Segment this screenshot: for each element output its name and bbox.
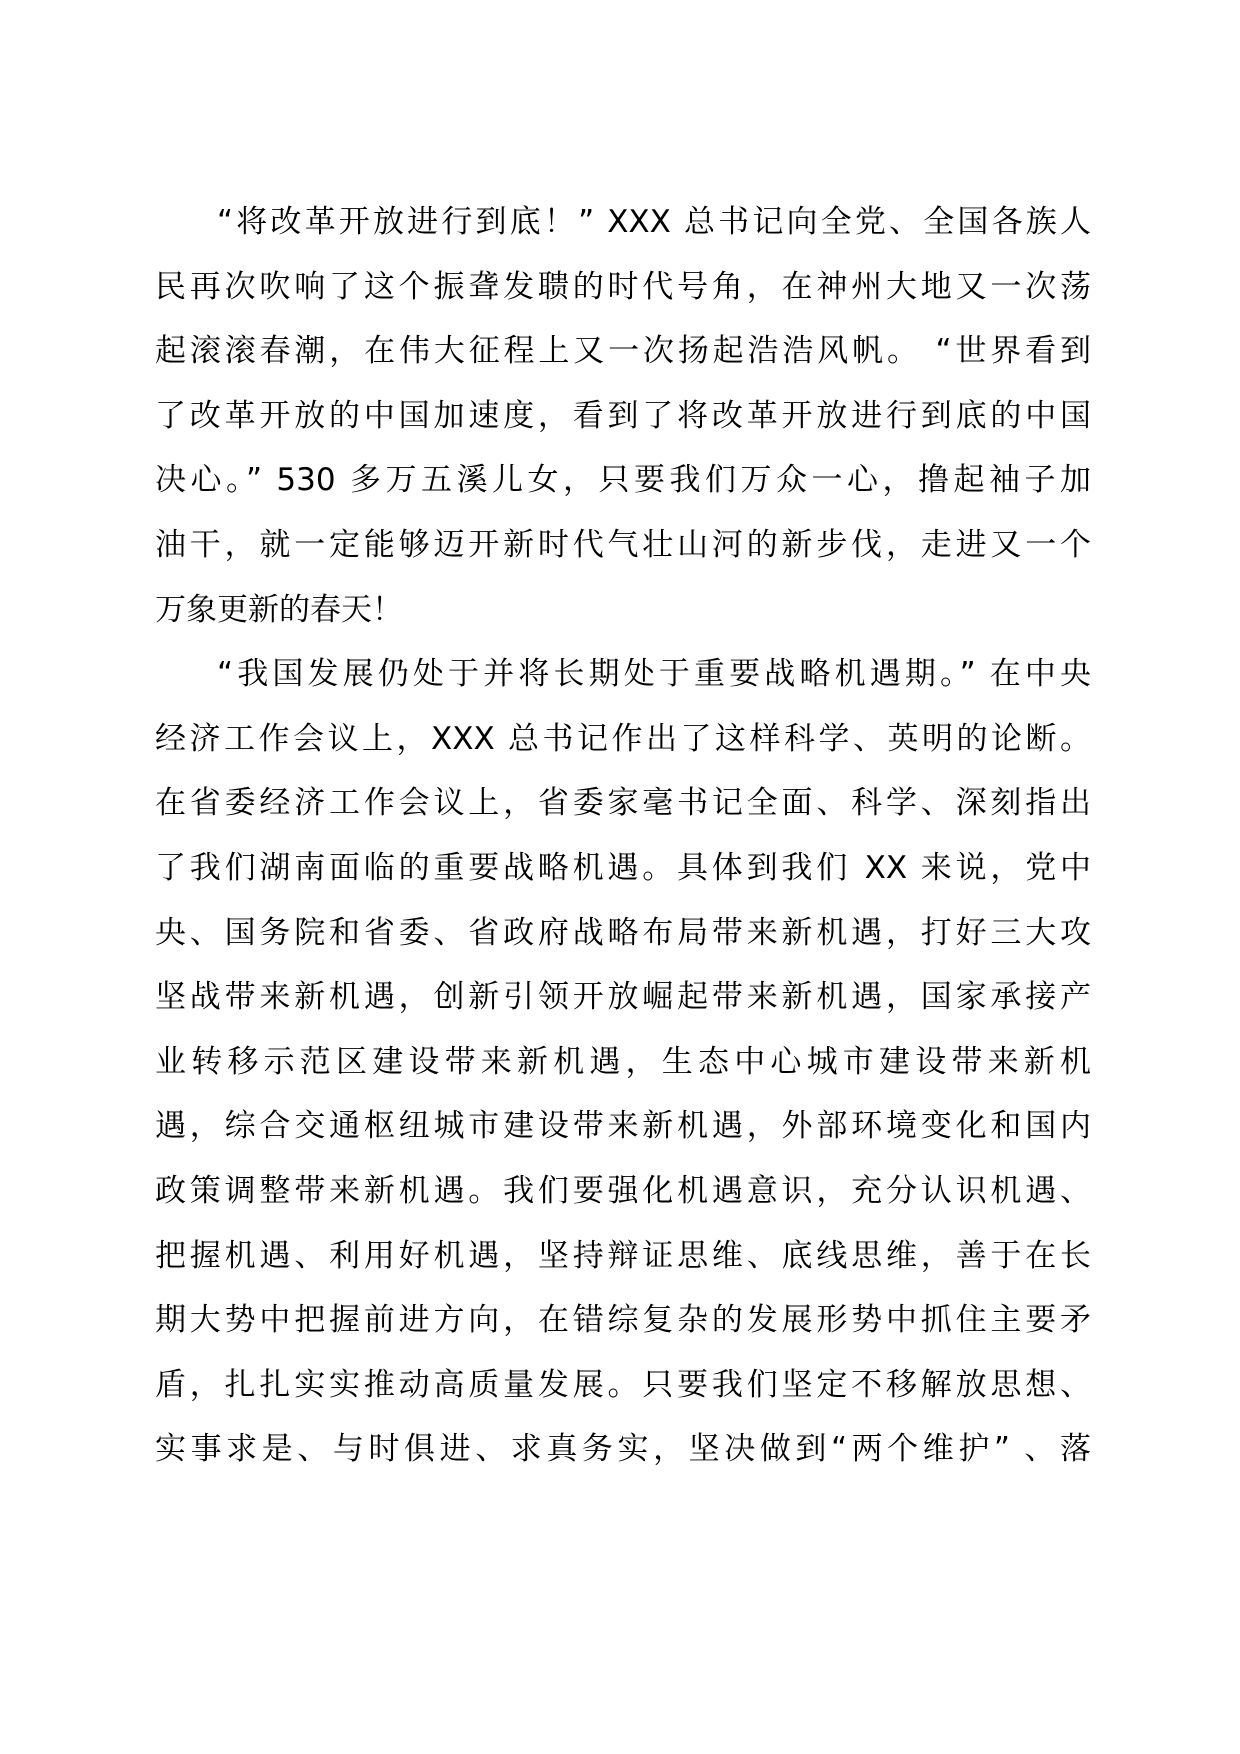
text-line: 业转移示范区建设带来新机遇，生态中心城市建设带来新机 [155, 1043, 1091, 1080]
text-line: 油干，就一定能够迈开新时代气壮山河的新步伐，走进又一个 [155, 526, 1091, 563]
text-line: 把握机遇、利用好机遇，坚持辩证思维、底线思维，善于在长 [155, 1237, 1091, 1274]
text-line: 实事求是、与时俱进、求真务实，坚决做到“两个维护” 、落 [155, 1431, 1091, 1468]
text-line: 在省委经济工作会议上，省委家毫书记全面、科学、深刻指出 [155, 785, 1091, 822]
paragraph-2 [155, 642, 1091, 1482]
text-line: 经济工作会议上，XXX 总书记作出了这样科学、英明的论断。 [155, 720, 1091, 757]
text-line: 遇，综合交通枢纽城市建设带来新机遇，外部环境变化和国内 [155, 1108, 1091, 1145]
text-line: 民再次吹响了这个振聋发聩的时代号角，在神州大地又一次荡 [155, 268, 1091, 305]
text-line: 了我们湖南面临的重要战略机遇。具体到我们 XX 来说，党中 [155, 849, 1091, 886]
text-line: 了改革开放的中国加速度，看到了将改革开放进行到底的中国 [155, 397, 1091, 434]
text-line: 政策调整带来新机遇。我们要强化机遇意识，充分认识机遇、 [155, 1172, 1091, 1209]
text-line: 央、国务院和省委、省政府战略布局带来新机遇，打好三大攻 [155, 914, 1091, 951]
paragraph-1 [155, 190, 1091, 642]
text-line: “将改革开放进行到底！” XXX 总书记向全党、全国各族人 [217, 204, 1091, 240]
text-line: 起滚滚春潮，在伟大征程上又一次扬起浩浩风帆。 “世界看到 [155, 333, 1091, 370]
document-body [155, 190, 1091, 1482]
text-line: 万象更新的春天！ [155, 591, 403, 628]
text-line: 决心。” 530 多万五溪儿女，只要我们万众一心，撸起袖子加 [155, 462, 1091, 499]
text-line: 坚战带来新机遇，创新引领开放崛起带来新机遇，国家承接产 [155, 979, 1091, 1016]
text-line: “我国发展仍处于并将长期处于重要战略机遇期。” 在中央 [217, 656, 1091, 693]
text-line: 盾，扎扎实实推动高质量发展。只要我们坚定不移解放思想、 [155, 1366, 1091, 1403]
text-line: 期大势中把握前进方向，在错综复杂的发展形势中抓住主要矛 [155, 1302, 1091, 1339]
